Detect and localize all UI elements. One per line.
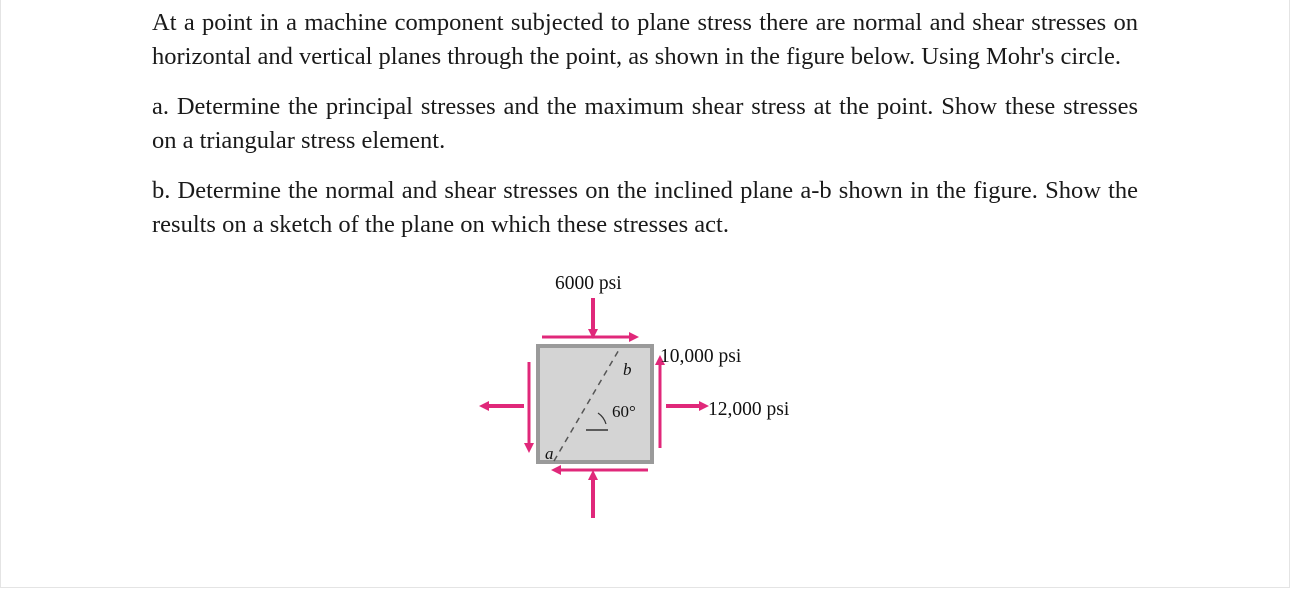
vertical-stress-label: 6000 psi [555,273,622,294]
point-a-label: a [545,444,554,463]
stress-element-figure [470,262,830,524]
problem-statement [152,6,1138,242]
problem-part-a: a. Determine the principal stresses and the maximum shear stress at the point. Show these stresses on a triangular stress element. [152,93,1138,154]
angle-label: 60° [612,402,636,421]
point-b-label: b [623,360,632,379]
stress-element-diagram [470,262,830,524]
problem-intro: At a point in a machine component subjected to plane stress there are normal and shear stresses on horizontal and vertical planes through the point, as shown in the figure below. Using Mohr's circle. [152,9,1138,70]
shear-stress-label: 10,000 psi [660,346,742,367]
horizontal-stress-label: 12,000 psi [708,399,790,420]
problem-part-b: b. Determine the normal and shear stresses on the inclined plane a-b shown in the figure. Show the results on a sketch of the plane on which these stresses act. [152,177,1138,238]
